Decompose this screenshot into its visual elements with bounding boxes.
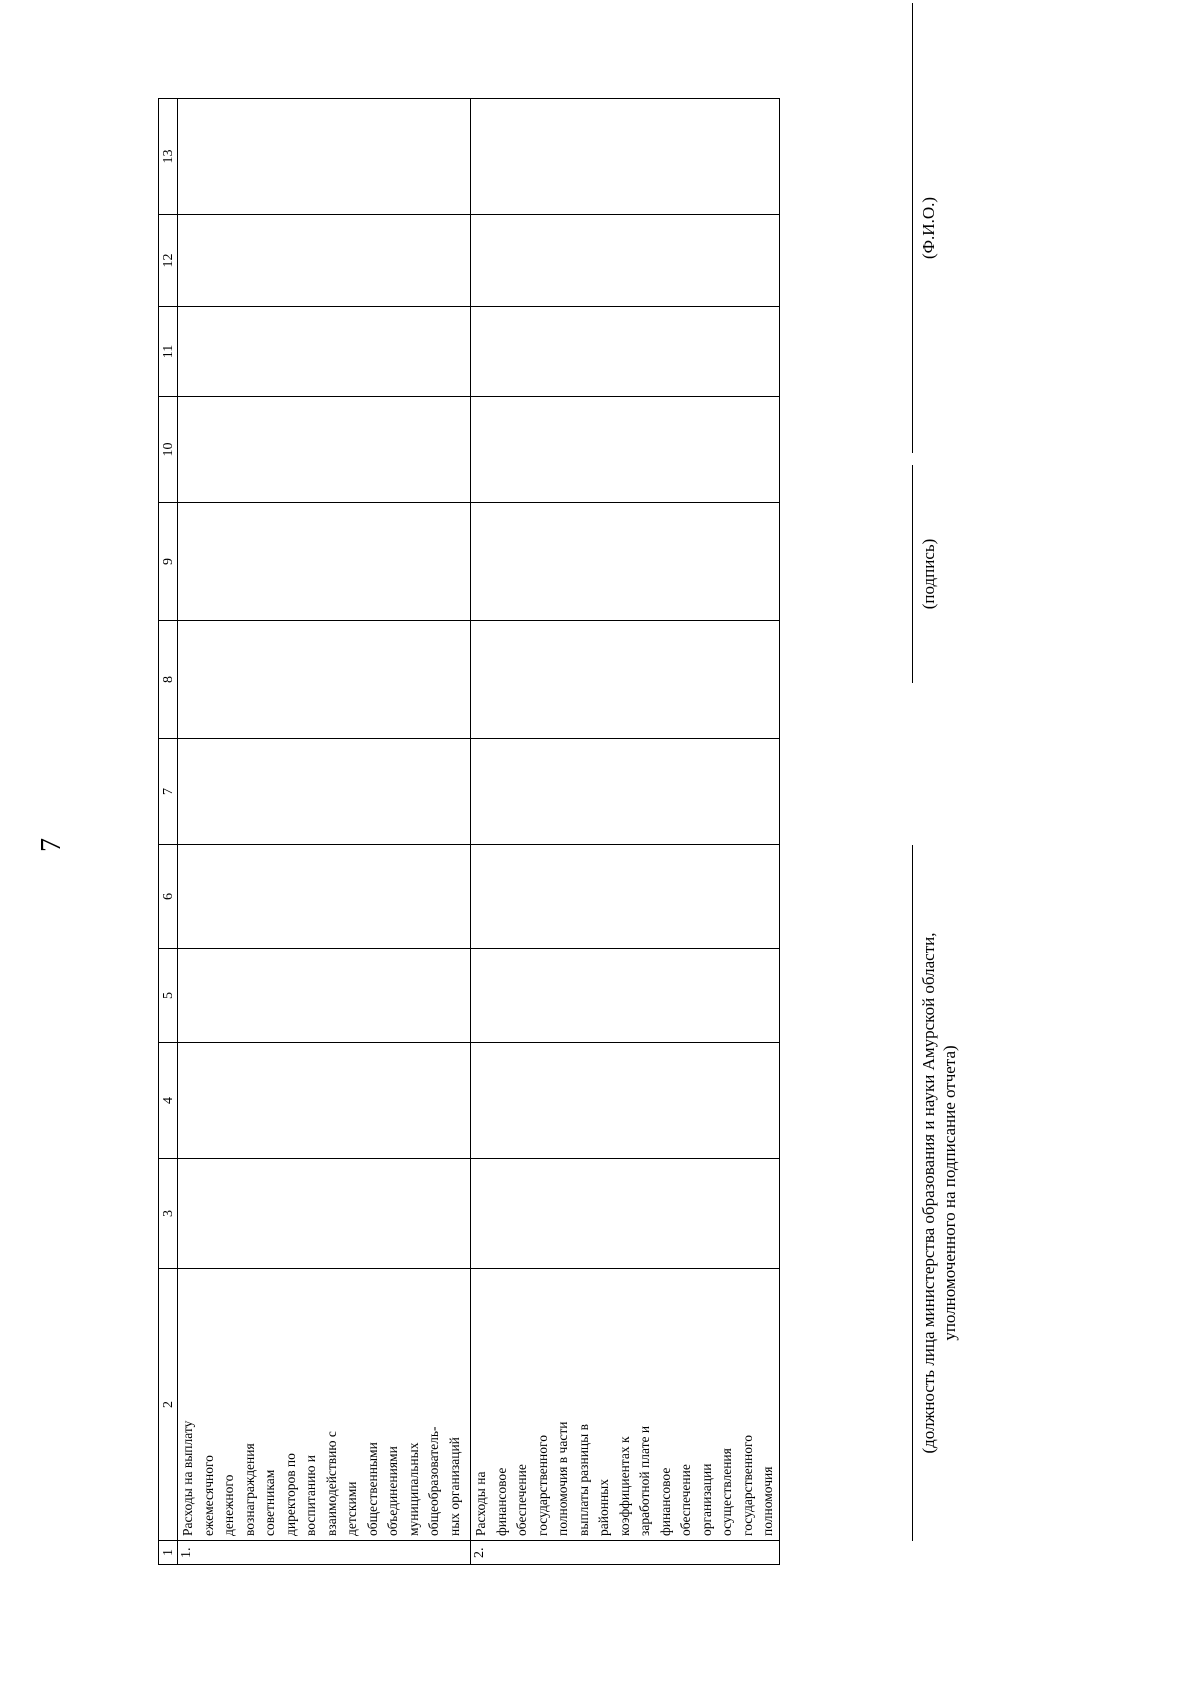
position-signature-line <box>912 845 913 1541</box>
column-number: 6 <box>159 845 178 949</box>
empty-cell <box>471 949 780 1043</box>
row-number: 2. <box>471 1541 780 1565</box>
row-description-cell <box>178 1269 471 1541</box>
column-number: 5 <box>159 949 178 1043</box>
empty-cell <box>178 739 471 845</box>
empty-cell <box>471 397 780 503</box>
column-number: 8 <box>159 621 178 739</box>
empty-cell <box>471 1043 780 1159</box>
empty-cell <box>178 503 471 621</box>
empty-cell <box>471 99 780 215</box>
description-line: обеспечение <box>514 1464 529 1536</box>
column-number-row <box>159 99 178 1565</box>
description-line: районных <box>596 1479 611 1536</box>
row-description <box>471 1273 779 1536</box>
position-caption <box>918 845 960 1541</box>
description-line: осуществления <box>719 1448 734 1536</box>
description-line: государственного <box>739 1435 755 1536</box>
position-caption-line: уполномоченного на подписание отчета) <box>940 1045 959 1341</box>
description-line: объединениями <box>385 1446 400 1536</box>
description-line: организации <box>698 1463 714 1536</box>
column-number: 12 <box>159 215 178 307</box>
column-number: 4 <box>159 1043 178 1159</box>
empty-cell <box>178 1043 471 1159</box>
fio-caption: (Ф.И.О.) <box>919 196 938 260</box>
description-line: вознаграждения <box>241 1443 257 1536</box>
description-line: ежемесячного <box>200 1455 216 1536</box>
description-line: денежного <box>221 1474 236 1536</box>
column-number: 7 <box>159 739 178 845</box>
column-number: 1 <box>159 1541 178 1565</box>
fio-signature-line <box>912 3 913 453</box>
description-line: полномочия <box>760 1466 775 1536</box>
description-line: муниципальных <box>405 1442 421 1536</box>
empty-cell <box>471 739 780 845</box>
description-line: детскими <box>344 1481 359 1536</box>
description-line: общеобразователь- <box>426 1426 441 1536</box>
empty-cell <box>471 307 780 397</box>
description-line: директоров по <box>282 1453 298 1536</box>
empty-cell <box>178 1159 471 1269</box>
empty-cell <box>471 845 780 949</box>
column-number: 13 <box>159 99 178 215</box>
empty-cell <box>178 307 471 397</box>
empty-cell <box>471 503 780 621</box>
description-line: общественными <box>364 1442 380 1536</box>
empty-cell <box>178 397 471 503</box>
description-line: взаимодействию с <box>323 1431 339 1536</box>
description-line: воспитанию и <box>303 1455 318 1536</box>
description-line: государственного <box>534 1435 550 1536</box>
column-number: 3 <box>159 1159 178 1269</box>
description-line: заработной плате и <box>637 1425 652 1536</box>
empty-cell <box>178 845 471 949</box>
description-line: обеспечение <box>678 1464 693 1536</box>
row-description <box>178 1273 465 1536</box>
column-number: 9 <box>159 503 178 621</box>
description-line: выплаты разницы в <box>575 1424 591 1536</box>
description-line: финансовое <box>493 1467 509 1536</box>
row-number: 1. <box>178 1541 471 1565</box>
description-line: советникам <box>262 1469 277 1536</box>
column-number: 2 <box>159 1269 178 1541</box>
table-row <box>178 99 471 1565</box>
signature-caption: (подпись) <box>919 538 938 610</box>
empty-cell <box>178 621 471 739</box>
description-line: Расходы на <box>473 1471 488 1536</box>
column-number: 10 <box>159 397 178 503</box>
empty-cell <box>178 99 471 215</box>
signature-line <box>912 465 913 683</box>
row-description-cell <box>471 1269 780 1541</box>
empty-cell <box>471 1159 780 1269</box>
description-line: финансовое <box>657 1467 673 1536</box>
description-line: Расходы на выплату <box>180 1420 195 1536</box>
description-line: коэффициентах к <box>616 1436 632 1536</box>
description-line: ных организаций <box>446 1437 462 1536</box>
page-number: 7 <box>36 838 67 852</box>
description-line: полномочия в части <box>555 1421 570 1536</box>
table-row <box>471 99 780 1565</box>
position-caption-line: (должность лица министерства образования и науки Амурской области, <box>919 932 938 1454</box>
empty-cell <box>178 949 471 1043</box>
column-number: 11 <box>159 307 178 397</box>
empty-cell <box>471 621 780 739</box>
report-table <box>158 98 780 1565</box>
empty-cell <box>471 215 780 307</box>
empty-cell <box>178 215 471 307</box>
